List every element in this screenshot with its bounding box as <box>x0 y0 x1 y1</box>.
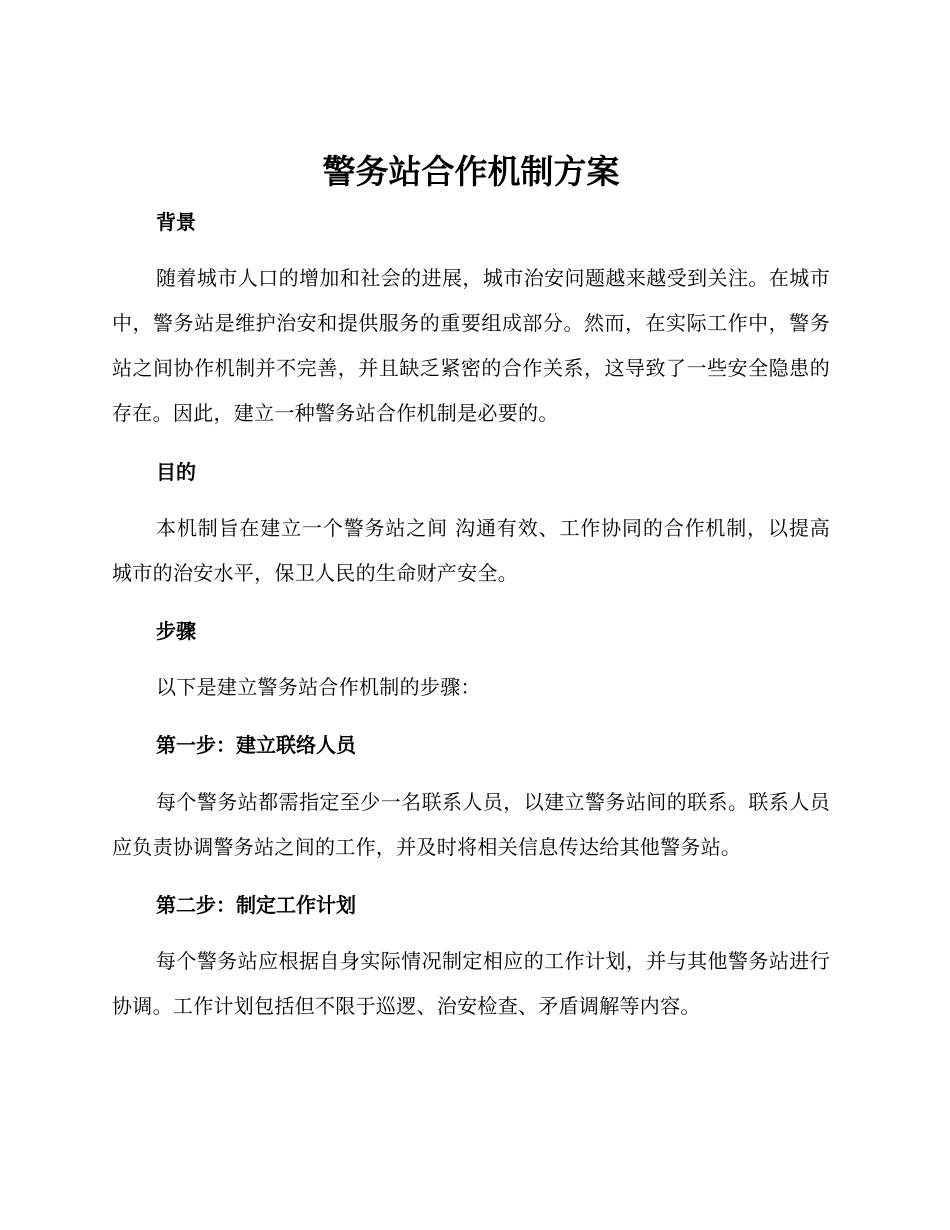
section-heading-purpose: 目的 <box>156 460 196 484</box>
section-heading-steps: 步骤 <box>156 619 196 643</box>
section-heading-step-one: 第一步：建立联络人员 <box>156 733 356 757</box>
section-paragraph-purpose: 本机制旨在建立一个警务站之间 沟通有效、工作协同的合作机制，以提高城市的治安水平，保卫人民的生命财产安全。 <box>112 516 830 585</box>
section-heading-background: 背景 <box>156 210 196 234</box>
section-paragraph-step-two: 每个警务站应根据自身实际情况制定相应的工作计划，并与其他警务站进行协调。工作计划包括但不限于巡逻、治安检查、矛盾调解等内容。 <box>112 949 830 1018</box>
section-paragraph-step-one: 每个警务站都需指定至少一名联系人员，以建立警务站间的联系。联系人员应负责协调警务站之间的工作，并及时将相关信息传达给其他警务站。 <box>112 790 830 859</box>
document-title: 警务站合作机制方案 <box>322 152 620 191</box>
section-paragraph-steps: 以下是建立警务站合作机制的步骤： <box>156 675 481 699</box>
section-heading-step-two: 第二步：制定工作计划 <box>156 893 356 917</box>
section-paragraph-background: 随着城市人口的增加和社会的进展，城市治安问题越来越受到关注。在城市中，警务站是维护治安和提供服务的重要组成部分。然而，在实际工作中，警务站之间协作机制并不完善，并且缺乏紧密的合作关系，这导致了一些安全隐患的存在。因此，建立一种警务站合作机制是必要的。 <box>112 266 830 425</box>
